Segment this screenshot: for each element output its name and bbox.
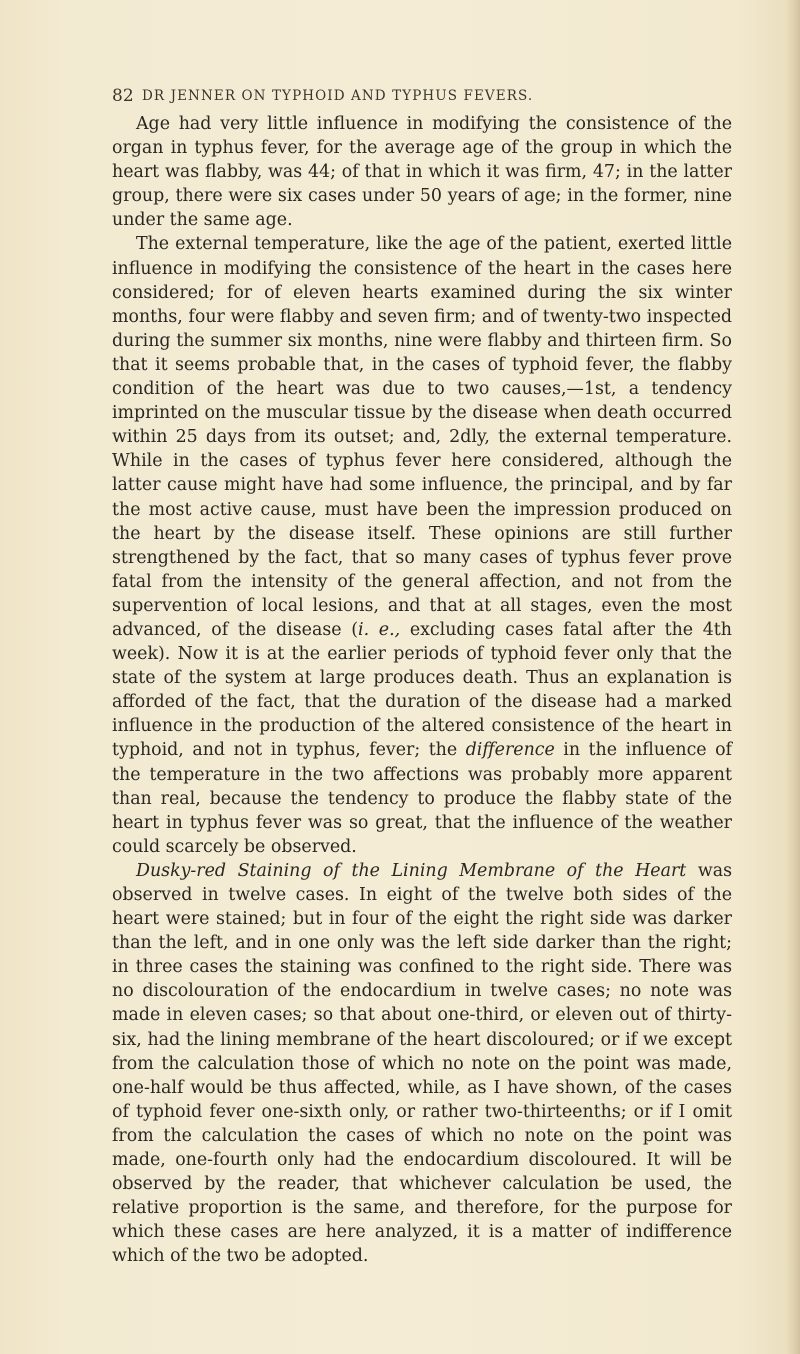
paragraph-dusky-red-staining <box>112 859 732 1269</box>
italic-ie: i. e., <box>358 619 401 640</box>
paragraph-external-temperature <box>112 232 732 858</box>
paragraph-text: was observed in twelve cases. In eight of the twelve both sides of the heart were stained; but in four of the eight the right side was darker than the left, and in one only was the left side darker than the right; in three cases the staining was confined to the right side. There was no discolouration of the endocardium in twelve cases; no note was made in eleven cases; so that about one-third, or eleven out of thirty-six, had the lining membrane of the heart discoloured; or if we except from the calculation those of which no note on the point was made, one-half would be thus affected, while, as I have shown, of the cases of typhoid fever one-sixth only, or rather two-thirteenths; or if I omit from the calculation the cases of which no note on the point was made, one-fourth only had the endocardium discoloured. It will be observed by the reader, that whichever calculation be used, the relative proportion is the same, and therefore, for the purpose for which these cases are here analyzed, it is a matter of indifference which of the two be adopted. <box>112 860 732 1267</box>
body-text <box>112 112 732 1269</box>
paragraph-text: The external temperature, like the age of the patient, exerted little influence in modifying the consistence of the heart in the cases here considered; for of eleven hearts examined during the six winter months, four were flabby and seven firm; and of twenty-two inspected during the summer six months, nine were flabby and thirteen firm. So that it seems probable that, in the cases of typhoid fever, the flabby condition of the heart was due to two causes,—1st, a tendency imprinted on the muscular tissue by the disease when death occurred within 25 days from its outset; and, 2dly, the external temperature. While in the cases of typhus fever here considered, although the latter cause might have had some influence, the principal, and by far the most active cause, must have been the impression produced on the heart by the disease itself. These opinions are still further strengthened by the fact, that so many cases of typhus fever prove fatal from the intensity of the general affection, and not from the supervention of local lesions, and that at all stages, even the most advanced, of the disease ( <box>112 234 732 640</box>
page-edge-shadow <box>786 0 800 1354</box>
page-number: 82 <box>112 86 134 106</box>
paragraph-text-end: in the influence of the temperature in the two affections was probably more apparent than real, because the tendency to produce the flabby state of the heart in typhus fever was so great, that the influence of the weather could scarcely be observed. <box>112 740 732 857</box>
paragraph-text: Age had very little influence in modifying the consistence of the organ in typhus fever, for the average age of the group in which the heart was flabby, was 44; of that in which it was firm, 47; in the latter group, there were six cases under 50 years of age; in the former, nine under the same age. <box>112 114 732 231</box>
running-title: DR JENNER ON TYPHOID AND TYPHUS FEVERS. <box>142 88 534 104</box>
paragraph-text-continued: excluding cases fatal after the 4th week). Now it is at the earlier periods of typhoid fever only that the state of the system at large produces death. Thus an explanation is afforded of the fact, that the duration of the disease had a marked influence in the production of the altered consistence of the heart in typhoid, and not in typhus, fever; the <box>112 619 732 761</box>
section-heading-italic: Dusky-red Staining of the Lining Membrane of the Heart <box>136 860 687 881</box>
running-head <box>112 86 732 106</box>
italic-difference: difference <box>465 740 555 761</box>
paragraph-age-influence <box>112 112 732 232</box>
